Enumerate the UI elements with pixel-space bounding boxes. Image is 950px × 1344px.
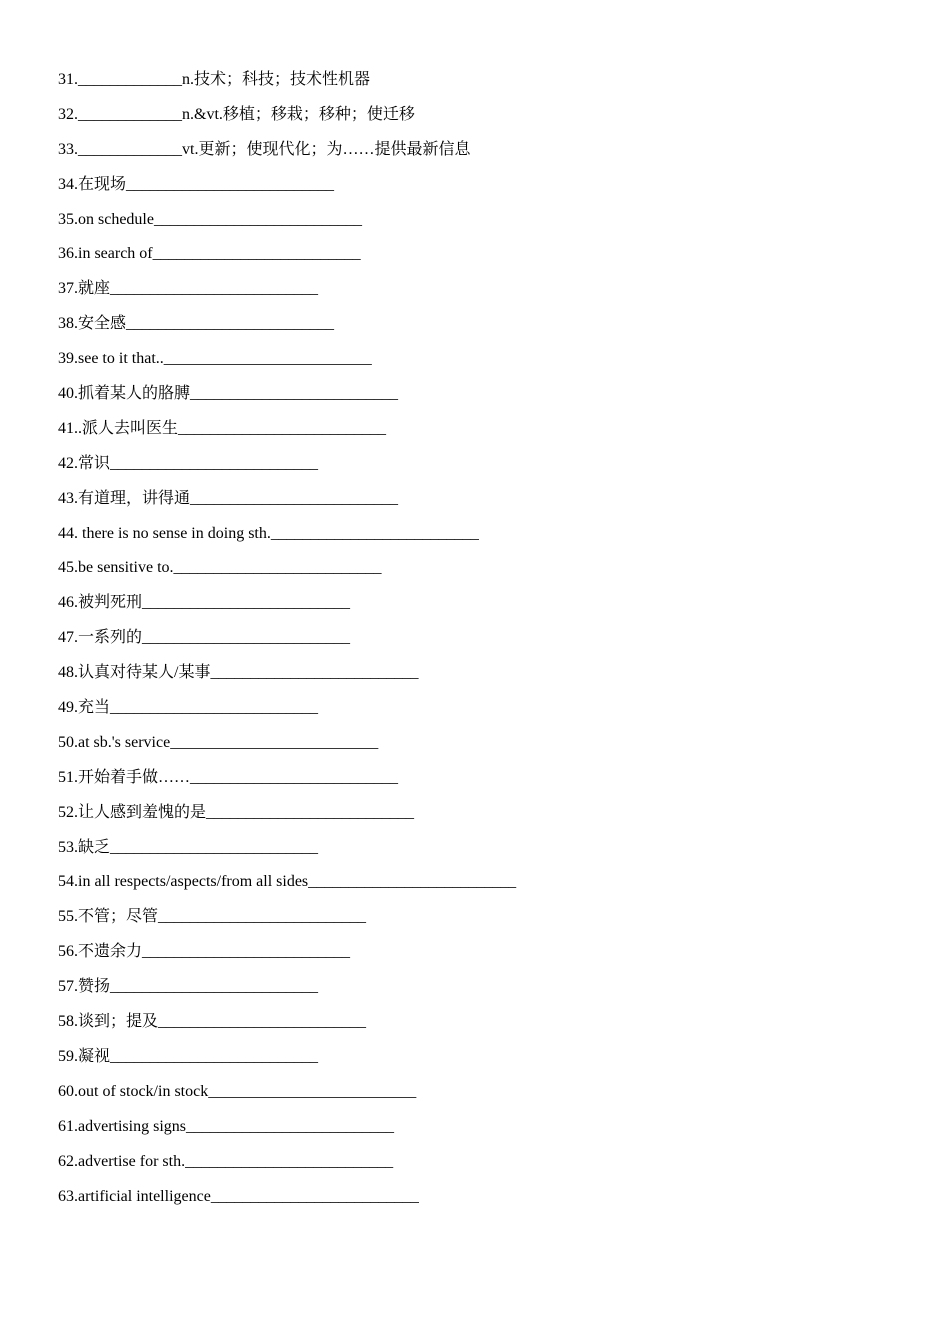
- question-50: 50.at sb.'s service__________________________: [58, 733, 379, 751]
- question-42: 42.常识__________________________: [58, 454, 319, 472]
- question-43: 43.有道理，讲得通__________________________: [58, 489, 399, 507]
- question-37: 37.就座__________________________: [58, 280, 319, 298]
- question-32: 32._____________n.&vt.移植；移栽；移种；使迁移: [58, 105, 415, 123]
- question-56: 56.不遗余力__________________________: [58, 943, 351, 961]
- question-52: 52.让人感到羞愧的是__________________________: [58, 803, 415, 821]
- question-49: 49.充当__________________________: [58, 699, 319, 717]
- question-47: 47.一系列的__________________________: [58, 629, 351, 647]
- question-51: 51.开始着手做……__________________________: [58, 768, 399, 786]
- question-58: 58.谈到；提及__________________________: [58, 1013, 367, 1031]
- question-60: 60.out of stock/in stock__________________________: [58, 1082, 417, 1100]
- worksheet-page: [58, 68, 918, 1219]
- question-38: 38.安全感__________________________: [58, 315, 335, 333]
- question-36: 36.in search of__________________________: [58, 245, 361, 263]
- question-61: 61.advertising signs__________________________: [58, 1117, 394, 1135]
- question-63: 63.artificial intelligence__________________________: [58, 1187, 419, 1205]
- question-62: 62.advertise for sth.__________________________: [58, 1152, 394, 1170]
- question-40: 40.抓着某人的胳膊__________________________: [58, 385, 399, 403]
- question-44: 44. there is no sense in doing sth.__________________________: [58, 524, 479, 542]
- question-39: 39.see to it that..__________________________: [58, 350, 372, 368]
- question-57: 57.赞扬__________________________: [58, 978, 319, 996]
- question-35: 35.on schedule__________________________: [58, 210, 362, 228]
- question-46: 46.被判死刑__________________________: [58, 594, 351, 612]
- question-31: 31._____________n.技术；科技；技术性机器: [58, 71, 371, 88]
- question-41: 41..派人去叫医生__________________________: [58, 419, 387, 437]
- question-55: 55.不管；尽管__________________________: [58, 908, 367, 926]
- question-59: 59.凝视__________________________: [58, 1047, 319, 1065]
- question-33: 33._____________vt.更新；使现代化；为……提供最新信息: [58, 140, 471, 158]
- question-54: 54.in all respects/aspects/from all sides__________________________: [58, 873, 517, 891]
- question-34: 34.在现场__________________________: [58, 175, 335, 193]
- question-48: 48.认真对待某人/某事__________________________: [58, 664, 419, 682]
- question-45: 45.be sensitive to.__________________________: [58, 559, 382, 577]
- question-53: 53.缺乏__________________________: [58, 838, 319, 856]
